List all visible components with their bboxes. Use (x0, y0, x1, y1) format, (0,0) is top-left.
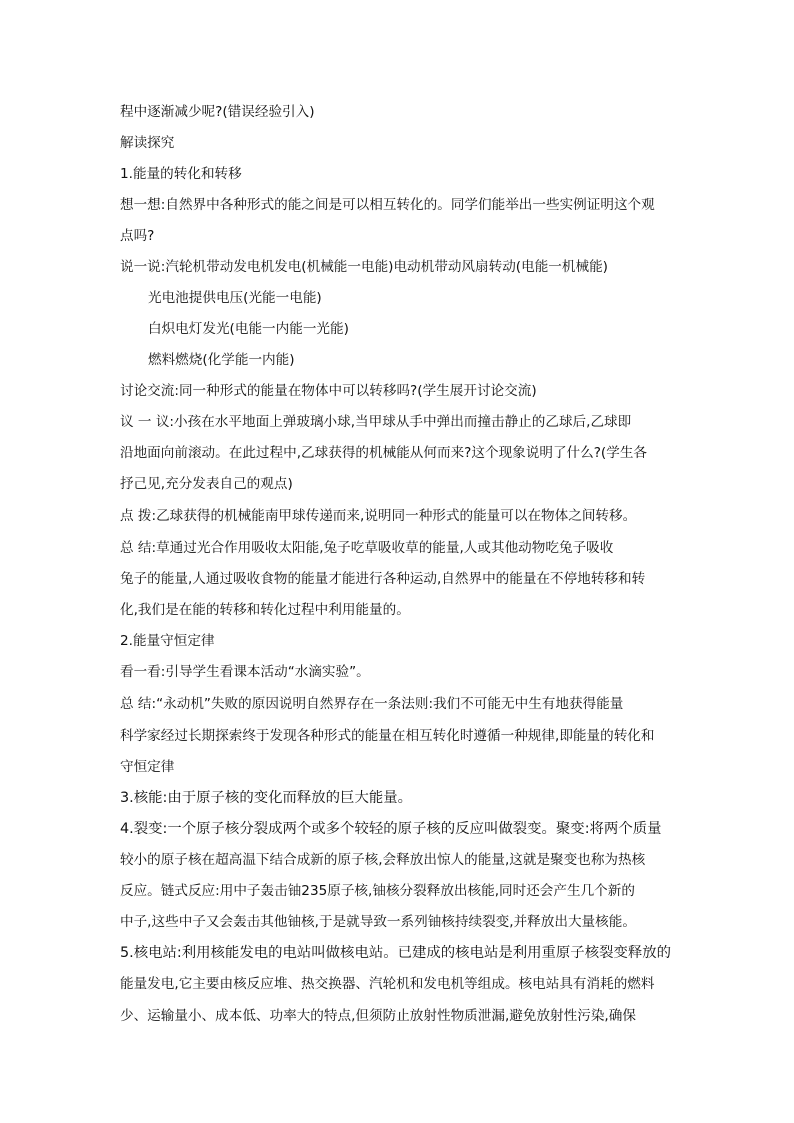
section-heading: 1.能量的转化和转移 (120, 166, 242, 182)
text-line: 4.裂变:一个原子核分裂成两个或多个较轻的原子核的反应叫做裂变。聚变:将两个质量 (120, 821, 662, 837)
text-line: 想一想:自然界中各种形式的能之间是可以相互转化的。同学们能举出一些实例证明这个观 (120, 197, 655, 213)
text-line: 5.核电站:利用核能发电的电站叫做核电站。已建成的核电站是利用重原子核裂变释放的 (120, 945, 672, 961)
text-line: 议 一 议:小孩在水平地面上弹玻璃小球,当甲球从手中弹出而撞击静止的乙球后,乙球即 (120, 414, 632, 430)
text-line: 总 结:草通过光合作用吸收太阳能,兔子吃草吸收草的能量,人或其他动物吃兔子吸收 (120, 540, 614, 556)
text-line: 能量发电,它主要由核反应堆、热交换器、汽轮机和发电机等组成。核电站具有消耗的燃料 (120, 976, 655, 992)
text-line: 看一看:引导学生看课本活动“水滴实验”。 (120, 664, 370, 680)
text-line: 反应。链式反应:用中子轰击铀235原子核,铀核分裂释放出核能,同时还会产生几个新的 (120, 883, 635, 899)
section-heading: 2.能量守恒定律 (120, 633, 215, 649)
text-line: 点吗? (120, 228, 155, 244)
text-line: 科学家经过长期探索终于发现各种形式的能量在相互转化时遵循一种规律,即能量的转化和 (120, 728, 655, 744)
text-line: 燃料燃烧(化学能一内能) (148, 352, 295, 368)
text-line: 抒己见,充分发表自己的观点) (120, 476, 293, 492)
text-line: 白炽电灯发光(电能一内能一光能) (148, 321, 349, 337)
text-line: 中子,这些中子又会轰击其他铀核,于是就导致一系列铀核持续裂变,并释放出大量核能。 (120, 914, 636, 930)
text-line: 说一说:汽轮机带动发电机发电(机械能一电能)电动机带动风扇转动(电能一机械能) (120, 259, 608, 275)
text-line: 化,我们是在能的转移和转化过程中利用能量的。 (120, 602, 410, 618)
text-line: 沿地面向前滚动。在此过程中,乙球获得的机械能从何而来?这个现象说明了什么?(学生各 (120, 445, 648, 461)
text-line: 讨论交流:同一种形式的能量在物体中可以转移吗?(学生展开讨论交流) (120, 383, 537, 399)
text-line: 总 结:“永动机”失败的原因说明自然界存在一条法则:我们不可能无中生有地获得能量 (120, 696, 624, 712)
text-line: 守恒定律 (120, 759, 175, 775)
section-heading: 解读探究 (120, 135, 175, 151)
text-line: 点 拨:乙球获得的机械能南甲球传递而来,说明同一种形式的能量可以在物体之间转移。 (120, 508, 637, 524)
text-line: 较小的原子核在超高温下结合成新的原子核,会释放出惊人的能量,这就是聚变也称为热核 (120, 852, 646, 868)
text-line: 程中逐渐减少呢?(错误经验引入) (120, 104, 315, 120)
text-line: 光电池提供电压(光能一电能) (148, 290, 322, 306)
text-line: 少、运输量小、成本低、功率大的特点,但须防止放射性物质泄漏,避免放射性污染,确保 (120, 1008, 636, 1024)
text-line: 兔子的能量,人通过吸收食物的能量才能进行各种运动,自然界中的能量在不停地转移和转 (120, 571, 646, 587)
text-line: 3.核能:由于原子核的变化而释放的巨大能量。 (120, 790, 413, 806)
